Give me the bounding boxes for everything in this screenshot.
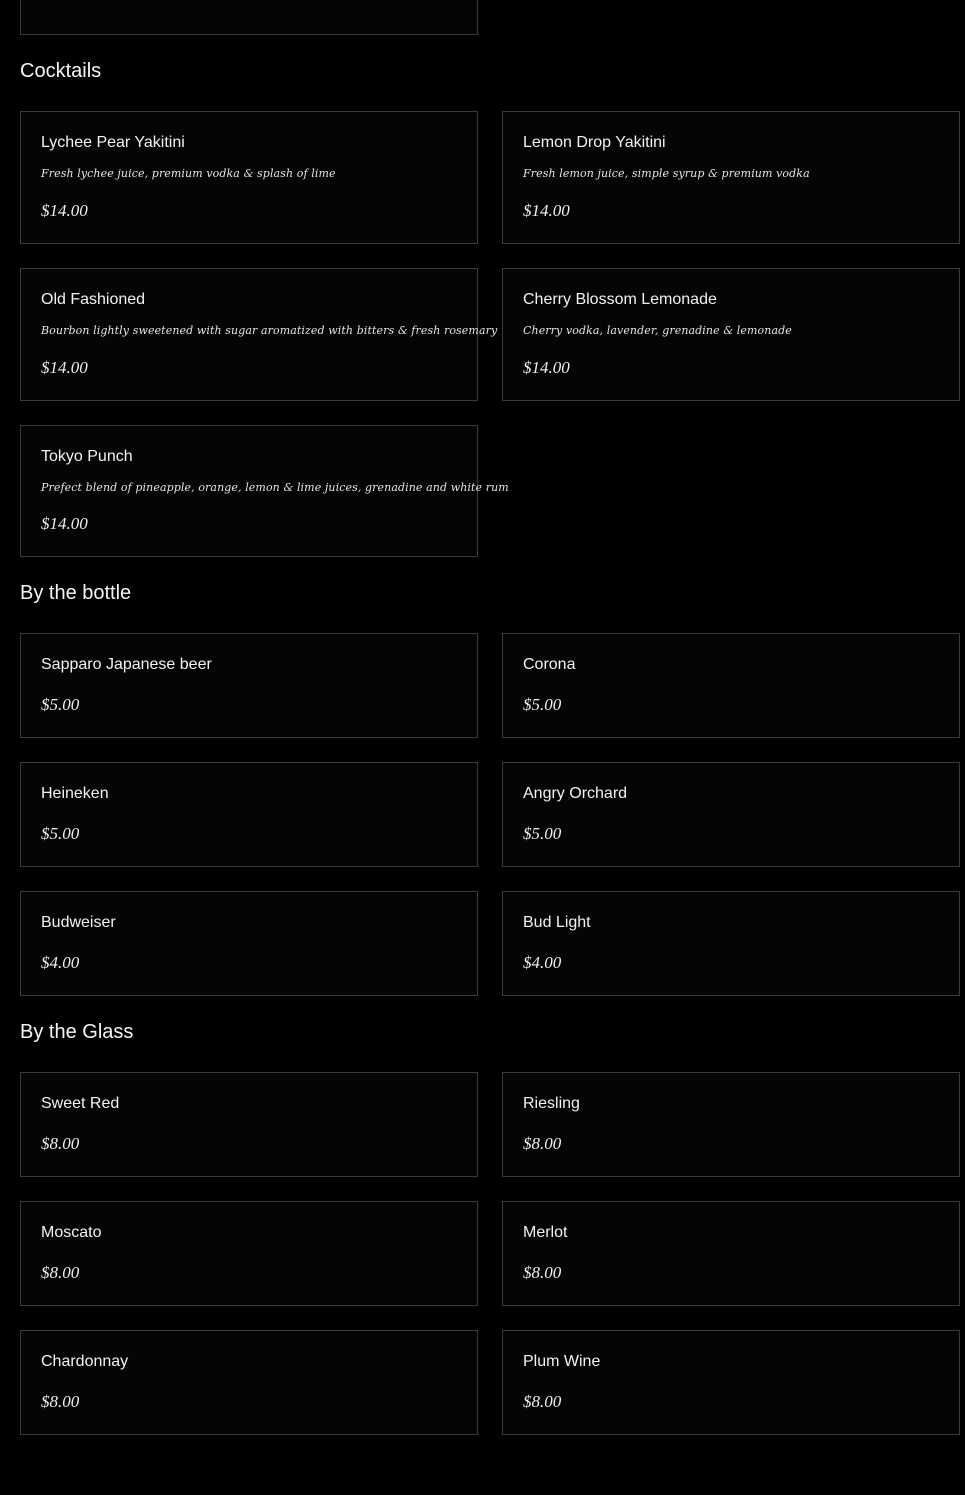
menu-item-card[interactable] — [20, 1330, 478, 1435]
menu-item-price: $8.00 — [41, 1392, 80, 1411]
menu-item-price: $4.00 — [523, 953, 562, 972]
menu-item-card[interactable] — [502, 633, 960, 738]
menu-item-price: $8.00 — [523, 1392, 562, 1411]
menu-item-description: Bourbon lightly sweetened with sugar aromatized with bitters & fresh rosemary — [41, 324, 498, 337]
menu-item-price: $14.00 — [41, 514, 88, 533]
menu-item-name: Merlot — [523, 1224, 568, 1241]
menu-item-name: Tokyo Punch — [41, 448, 133, 465]
menu-item-name: Corona — [523, 656, 576, 673]
menu-item-name: Plum Wine — [523, 1353, 601, 1370]
menu-item-name: Moscato — [41, 1224, 102, 1241]
menu-item-price: $5.00 — [523, 695, 562, 714]
menu-item-card[interactable] — [20, 425, 509, 557]
menu-item-description: Cherry vodka, lavender, grenadine & lemonade — [523, 324, 792, 337]
menu-item-card[interactable] — [502, 268, 960, 401]
section-title-by-the-glass: By the Glass — [20, 1021, 134, 1043]
menu-item-name: Angry Orchard — [523, 785, 628, 802]
menu-item-name: Sweet Red — [41, 1095, 120, 1112]
menu-item-description: Fresh lychee juice, premium vodka & splash of lime — [41, 167, 336, 180]
menu-item-price: $14.00 — [41, 201, 88, 220]
menu-item-description: Prefect blend of pineapple, orange, lemon & lime juices, grenadine and white rum — [41, 481, 509, 494]
menu-item-card[interactable] — [502, 891, 960, 996]
menu-item-card[interactable] — [20, 1072, 478, 1177]
menu-item-price: $8.00 — [523, 1134, 562, 1153]
menu-item-price: $14.00 — [41, 358, 88, 377]
menu-item-name: Bud Light — [523, 914, 591, 931]
menu-item-name: Old Fashioned — [41, 291, 146, 308]
menu-item-price: $8.00 — [523, 1263, 562, 1282]
menu-item-card[interactable] — [502, 762, 960, 867]
menu-item-price: $5.00 — [523, 824, 562, 843]
menu-item-card[interactable] — [502, 1072, 960, 1177]
menu-item-name: Riesling — [523, 1095, 580, 1112]
menu-item-name: Budweiser — [41, 914, 116, 931]
menu-item-price: $5.00 — [41, 695, 80, 714]
menu-item-name: Chardonnay — [41, 1353, 129, 1370]
menu-item-name: Lychee Pear Yakitini — [41, 134, 185, 151]
menu-item-name: Heineken — [41, 785, 109, 802]
menu-item-description: Fresh lemon juice, simple syrup & premium vodka — [523, 167, 810, 180]
menu-item-name: Lemon Drop Yakitini — [523, 134, 666, 151]
menu-item-name: Sapparo Japanese beer — [41, 656, 212, 673]
menu-item-card[interactable] — [20, 268, 498, 401]
menu-item-card-partial — [20, 0, 478, 35]
menu-item-price: $5.00 — [41, 824, 80, 843]
menu-item-price: $4.00 — [41, 953, 80, 972]
section-title-by-the-bottle: By the bottle — [20, 582, 132, 604]
menu-item-card[interactable] — [20, 111, 478, 244]
menu-item-card[interactable] — [502, 1201, 960, 1306]
menu-item-card[interactable] — [20, 633, 478, 738]
menu-item-card[interactable] — [20, 1201, 478, 1306]
section-title-cocktails: Cocktails — [20, 60, 102, 82]
menu-item-card[interactable] — [20, 891, 478, 996]
menu-item-name: Cherry Blossom Lemonade — [523, 291, 717, 308]
menu-item-price: $14.00 — [523, 201, 570, 220]
menu-item-price: $8.00 — [41, 1263, 80, 1282]
menu-item-price: $8.00 — [41, 1134, 80, 1153]
menu-item-card[interactable] — [20, 762, 478, 867]
menu-item-card[interactable] — [502, 111, 960, 244]
menu-item-card[interactable] — [502, 1330, 960, 1435]
menu-item-price: $14.00 — [523, 358, 570, 377]
